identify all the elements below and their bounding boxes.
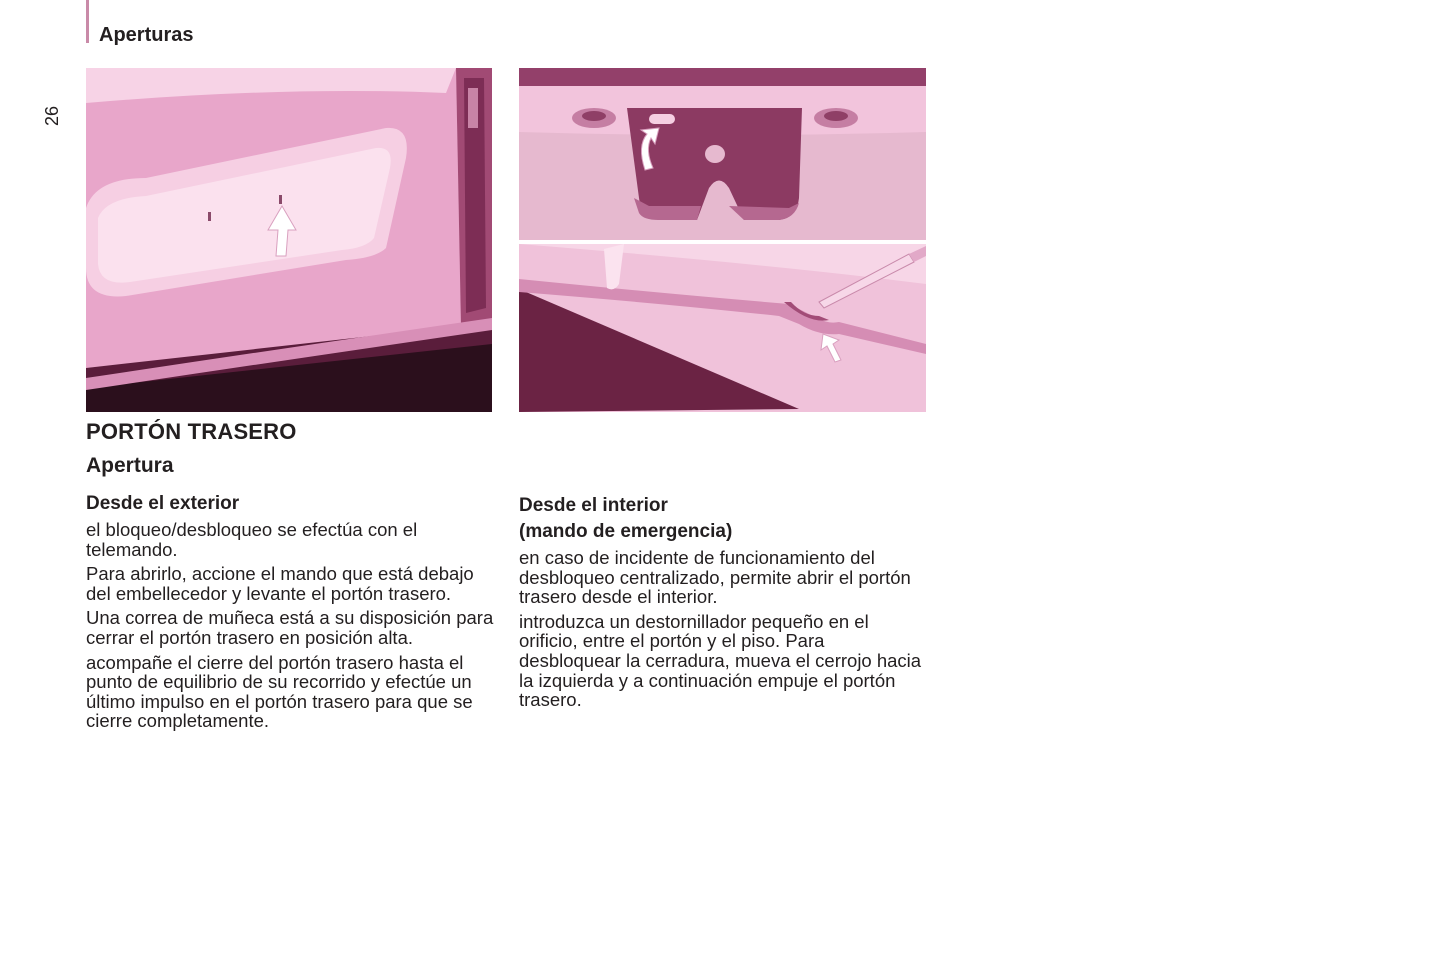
section-title: Aperturas (99, 24, 194, 46)
page-subheading: Apertura (86, 454, 174, 477)
right-column (519, 495, 929, 715)
tailgate-handle-figure (86, 68, 492, 412)
section-accent-bar (86, 0, 89, 43)
left-paragraph-4: acompañe el cierre del portón trasero hasta el punto de equilibrio de su recorrido y efectúe un último impulso en el portón trasero para que se cierre completamente. (86, 651, 473, 732)
left-paragraph-2: Para abrirlo, accione el mando que está debajo del embellecedor y levante el portón trasero. (86, 563, 474, 604)
screwdriver-orifice-figure (519, 244, 926, 412)
left-column (86, 493, 496, 736)
right-column-title: Desde el interior (519, 495, 668, 516)
left-column-title: Desde el exterior (86, 493, 240, 514)
page-heading: PORTÓN TRASERO (86, 419, 297, 444)
lock-mechanism-figure (519, 68, 926, 240)
left-paragraph-1: el bloqueo/desbloqueo se efectúa con el telemando. (86, 519, 418, 560)
right-column-subtitle: (mando de emergencia) (519, 521, 733, 542)
right-paragraph-2: introduzca un destornillador pequeño en el orificio, entre el portón y el piso. Para desbloquear la cerradura, mueva el cerrojo hacia la izquierda y a continuación empuje el portón trasero. (519, 610, 922, 711)
page-number: 26 (42, 105, 62, 127)
left-paragraph-3: Una correa de muñeca está a su disposición para cerrar el portón trasero en posición alta. (86, 607, 494, 648)
right-paragraph-1: en caso de incidente de funcionamiento del desbloqueo centralizado, permite abrir el portón trasero desde el interior. (519, 547, 911, 608)
